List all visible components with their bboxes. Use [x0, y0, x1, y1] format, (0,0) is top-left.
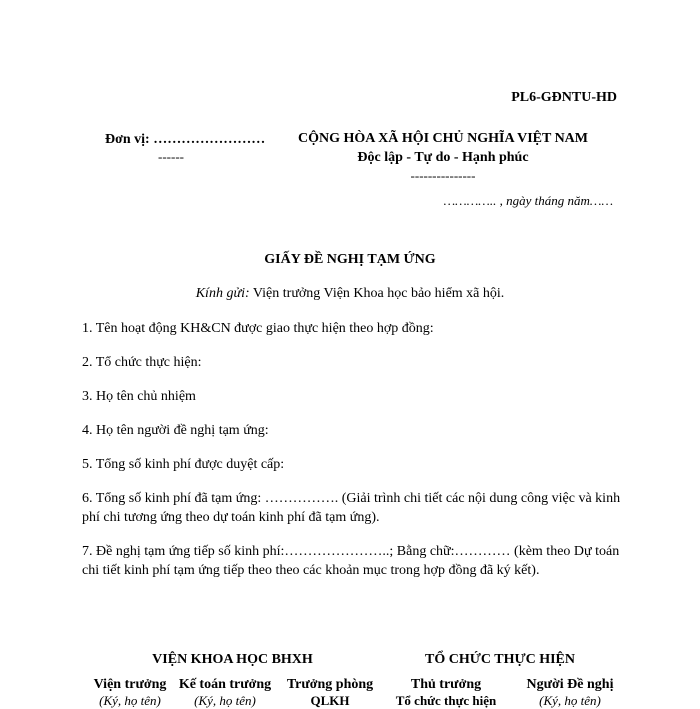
item-7: 7. Đề nghị tạm ứng tiếp số kinh phí:…………………..; Bằng chữ:………… (kèm theo Dự toán chi tiết kinh phí tạm ứng tiếp theo theo các khoản mục trong hợp đồng đã ký kết). [82, 544, 620, 578]
document-title: GIẤY ĐỀ NGHỊ TẠM ỨNG [264, 252, 436, 267]
addressee-text: Viện trưởng Viện Khoa học bảo hiểm xã hội. [249, 286, 505, 301]
role-requester: Người Đề nghị [526, 677, 614, 692]
subline-department-head: QLKH [310, 693, 350, 708]
subline-organization-head: Tổ chức thực hiện [395, 693, 497, 708]
item-3: 3. Họ tên chủ nhiệm [82, 389, 196, 404]
signature-group-executor: TỔ CHỨC THỰC HIỆN [425, 652, 575, 667]
role-director: Viện trưởng [93, 677, 167, 692]
item-5: 5. Tổng số kinh phí được duyệt cấp: [82, 457, 285, 472]
date-line: ………….. , ngày tháng năm…… [443, 193, 613, 208]
role-organization-head: Thủ trưởng [410, 677, 482, 692]
role-department-head: Trưởng phòng [286, 677, 374, 692]
subline-requester: (Ký, họ tên) [539, 693, 601, 708]
role-chief-accountant: Kế toán trưởng [178, 677, 272, 692]
subline-chief-accountant: (Ký, họ tên) [194, 693, 256, 708]
signature-group-institute: VIỆN KHOA HỌC BHXH [152, 652, 313, 667]
item-6: 6. Tổng số kinh phí đã tạm ứng: ……………. (Giải trình chi tiết các nội dung công việc và kinh phí chi tương ứng theo dự toán kinh phí đã tạm ứng). [82, 491, 621, 525]
motto-divider: --------------- [410, 168, 476, 183]
addressee-label: Kính gửi: [195, 286, 250, 301]
unit-divider: ------ [158, 149, 184, 164]
form-code: PL6-GĐNTU-HD [511, 90, 617, 105]
country-title: CỘNG HÒA XÃ HỘI CHỦ NGHĨA VIỆT NAM [297, 131, 588, 146]
subline-director: (Ký, họ tên) [99, 693, 161, 708]
item-2: 2. Tổ chức thực hiện: [82, 355, 202, 370]
addressee-line [0, 286, 700, 302]
unit-label: Đơn vị: …………………… [105, 132, 266, 147]
item-4: 4. Họ tên người đề nghị tạm ứng: [82, 423, 269, 438]
item-1: 1. Tên hoạt động KH&CN được giao thực hiện theo hợp đồng: [82, 321, 434, 336]
motto: Độc lập - Tự do - Hạnh phúc [357, 150, 529, 165]
